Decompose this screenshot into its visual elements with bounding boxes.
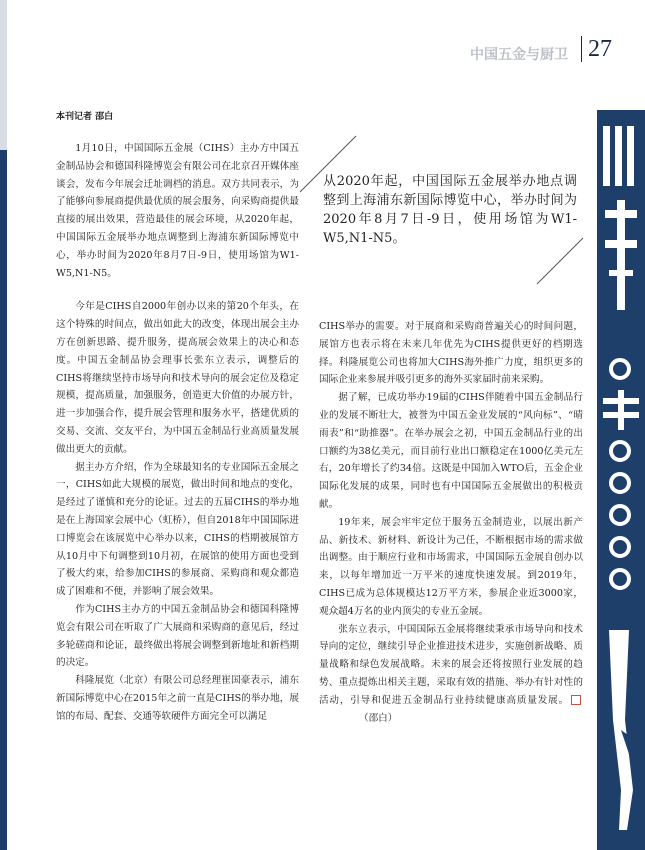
paragraph: 1月10日，中国国际五金展（CIHS）主办方中国五金制品协会和德国科隆博览会有限公司在北京召开媒体座谈会，发布今年展会迁址调档的消息。双方共同表示，为了能够向参展商提供最优质的展会服务，向采购商提供最直接的展出效果，营造最佳的展会环境，从2020年起，中国国际五金展举办地点调整到上海浦东新国际博览中心，举办时间为2020年8月7日-9日，使用场馆为W1-W5,N1-N5。: [56, 143, 299, 279]
ring-icon: [609, 358, 631, 380]
paragraph: 作为CIHS主办方的中国五金制品协会和德国科隆博览会有限公司在听取了广大展商和采购商的意见后，经过多轮磋商和论证，最终做出将展会调整到新地址和新档期的决定。: [56, 603, 299, 669]
paragraph: 科隆展览（北京）有限公司总经理崔国豪表示，浦东新国际博览中心在2015年之前一直是CIHS的举办地，展馆的布局、配套、交通等软硬件方面完全可以满足: [56, 675, 299, 722]
ring-icon: [609, 504, 631, 526]
paragraph: 19年来，展会牢牢定位于服务五金制造业，以展出新产品、新技术、新材料、新设计为己任，不断根据市场的需求做出调整。由于顺应行业和市场需求，中国国际五金展自创办以来，以每年增加近一万平米的速度快速发展。到2019年，CIHS已成为总体规模达12万平方米，参展企业近3000家，观众超4万名的业内顶尖的专业五金展。: [319, 516, 583, 617]
end-mark-icon: [571, 695, 581, 705]
wrench-graphic: [599, 200, 643, 310]
left-text-column: [56, 140, 299, 726]
author-tag: （邵白）: [359, 712, 398, 724]
pull-quote: 从2020年起，中国国际五金展举办地点调整到上海浦东新国际博览中心，举办时间为2020年8月7日-9日，使用场馆为W1-W5,N1-N5。: [323, 174, 577, 246]
ring-icon: [609, 568, 631, 590]
bolt-graphic: [599, 390, 643, 430]
paragraph: 据了解，已成功举办19届的CIHS伴随着中国五金制品行业的发展不断壮大，被誉为中国五金业发展的“风向标”、“晴雨表”和“助推器”。在举办展会之初，中国五金制品行业的出口额约为38亿美元，而目前行业出口额稳定在1000亿美元左右，20年增长了约34倍。这既是中国加入WTO后，五金企业国际化发展的成果，同时也有中国国际五金展做出的积极贡献。: [319, 392, 583, 510]
paragraph: CIHS举办的需要。对于展商和采购商普遍关心的时间问题，展馆方也表示将在未来几年优先为CIHS提供更好的档期选择。科隆展览公司也将加大CIHS海外推广力度，组织更多的国际企业来参展并吸引更多的海外买家届时前来采购。: [319, 321, 583, 386]
left-edge-band-top: [0, 0, 7, 150]
ring-icon: [609, 536, 631, 558]
left-edge-band: [0, 150, 7, 850]
right-decorative-panel: [597, 110, 645, 850]
ring-icon: [609, 440, 631, 462]
page-number: 27: [581, 36, 612, 62]
paragraph: 今年是CIHS自2000年创办以来的第20个年头，在这个特殊的时间点，做出如此大的改变，体现出展会主办方在创新思路、提升服务，提高展会效果上的决心和态度。中国五金制品协会理事长张东立表示，调整后的CIHS将继续坚持市场导向和技术导向的展会定位及稳定规模，提高质量，加强服务，创造更大价值的办展方针，进一步加强合作，提升展会管理和服务水平，搭建优质的交易、交流、交友平台，为中国五金制品行业高质量发展做出更大的贡献。: [56, 301, 299, 455]
pull-quote-slash-bottom: [535, 236, 585, 286]
paragraph-text: 张东立表示，中国国际五金展将继续秉承市场导向和技术导向的定位，继续引导企业推进技术进步，实施创新战略、质量战略和绿色发展战略。未来的展会还将按照行业发展的趋势、重点提炼出相关主题，采取有效的措施、举办有针对性的活动，引导和促进五金制品行业持续健康高质量发展。: [319, 623, 583, 706]
ring-icon: [609, 472, 631, 494]
paragraph: 据主办方介绍，作为全球最知名的专业国际五金展之一，CIHS如此大规模的展览，做出时间和地点的变化，是经过了谨慎和充分的论证。过去的五届CIHS的举办地是在上海国家会展中心（虹桥），但自2018年中国国际进口博览会在该展览中心举办以来，CIHS的档期被展馆方从10月中下旬调整到10月初，在展馆的使用方面也受到了极大约束，给参加CIHS的参展商、采购商和观众都造成了困难和不便，并影响了展会效果。: [56, 461, 299, 598]
article-byline: 本刊记者 邵白: [56, 112, 114, 122]
pliers-graphic: [601, 630, 641, 850]
paragraph: [319, 621, 583, 728]
bar-pattern-graphic: [603, 126, 639, 190]
magazine-title: 中国五金与厨卫: [470, 47, 568, 63]
right-text-column: [319, 318, 583, 727]
